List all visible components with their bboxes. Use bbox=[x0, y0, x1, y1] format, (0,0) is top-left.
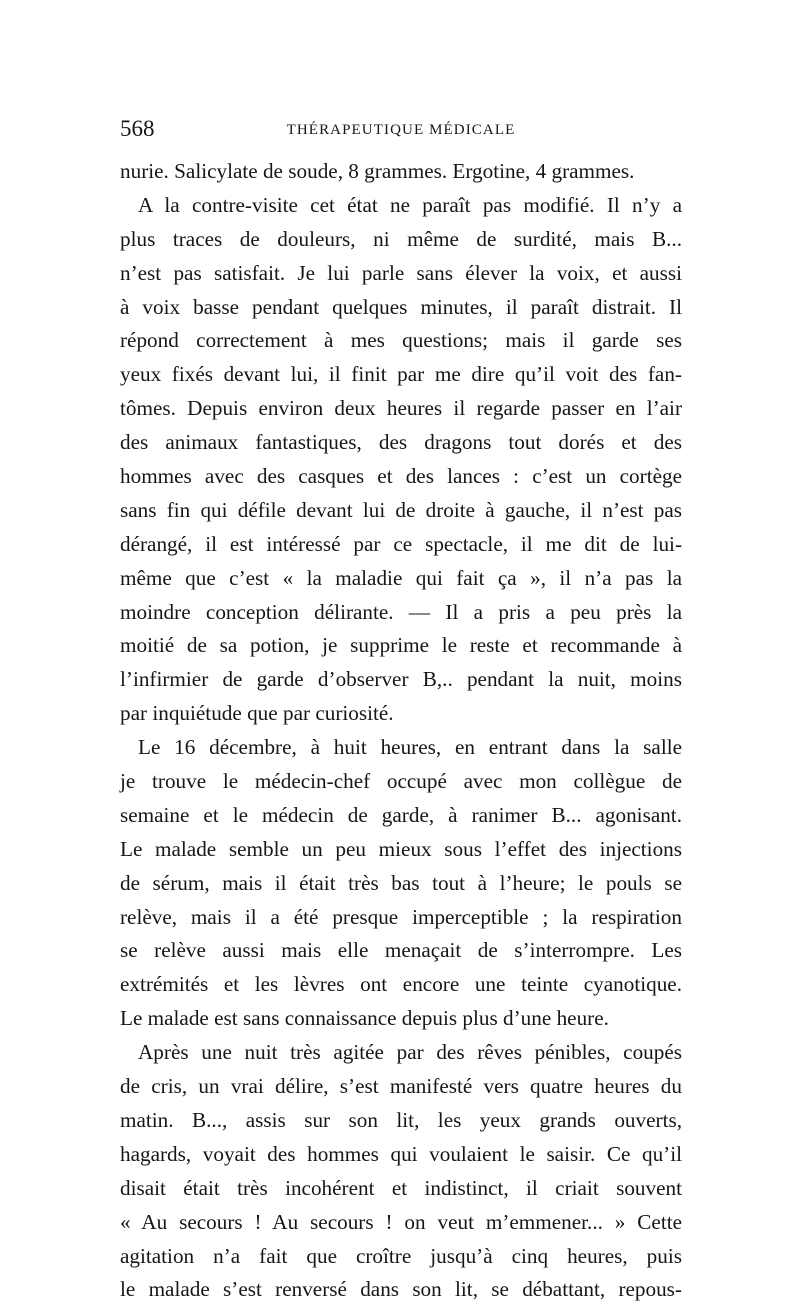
text-line: dérangé, il est intéressé par ce spectacle, il me dit de lui- bbox=[120, 531, 682, 556]
text-line: hagards, voyait des hommes qui voulaient le saisir. Ce qu’il bbox=[120, 1141, 682, 1166]
text-line: n’est pas satisfait. Je lui parle sans élever la voix, et aussi bbox=[120, 260, 682, 285]
text-line: par inquiétude que par curiosité. bbox=[120, 701, 394, 726]
text-line: même que c’est « la maladie qui fait ça », il n’a pas la bbox=[120, 565, 682, 590]
body-text bbox=[120, 155, 682, 1307]
text-line: moindre conception délirante. — Il a pris a peu près la bbox=[120, 599, 682, 624]
text-line: agitation n’a fait que croître jusqu’à cinq heures, puis bbox=[120, 1243, 682, 1268]
text-line: de cris, un vrai délire, s’est manifesté vers quatre heures du bbox=[120, 1074, 682, 1099]
text-line: moitié de sa potion, je supprime le reste et recommande à bbox=[120, 633, 682, 658]
text-line: répond correctement à mes questions; mais il garde ses bbox=[120, 328, 682, 353]
text-line: semaine et le médecin de garde, à ranimer B... agonisant. bbox=[120, 802, 682, 827]
text-line: « Au secours ! Au secours ! on veut m’emmener... » Cette bbox=[120, 1209, 682, 1234]
text-line: se relève aussi mais elle menaçait de s’interrompre. Les bbox=[120, 938, 682, 963]
text-line: hommes avec des casques et des lances : c’est un cortège bbox=[120, 464, 682, 489]
text-line: nurie. Salicylate de soude, 8 grammes. Ergotine, 4 grammes. bbox=[120, 159, 635, 183]
text-line: extrémités et les lèvres ont encore une teinte cyanotique. bbox=[120, 972, 682, 997]
text-line: matin. B..., assis sur son lit, les yeux grands ouverts, bbox=[120, 1107, 682, 1132]
page-header bbox=[120, 116, 682, 146]
text-line: relève, mais il a été presque imperceptible ; la respiration bbox=[120, 904, 682, 929]
page-number: 568 bbox=[120, 116, 155, 141]
text-line: de sérum, mais il était très bas tout à l’heure; le pouls se bbox=[120, 870, 682, 895]
text-line: Le malade est sans connaissance depuis plus d’une heure. bbox=[120, 1006, 609, 1031]
text-line: plus traces de douleurs, ni même de surdité, mais B... bbox=[120, 226, 682, 251]
text-line: Le 16 décembre, à huit heures, en entrant dans la salle bbox=[138, 735, 682, 760]
text-line: A la contre-visite cet état ne paraît pas modifié. Il n’y a bbox=[138, 192, 682, 217]
text-line: disait était très incohérent et indistinct, il criait souvent bbox=[120, 1175, 682, 1200]
text-line: à voix basse pendant quelques minutes, il paraît distrait. Il bbox=[120, 294, 682, 319]
text-line: Après une nuit très agitée par des rêves pénibles, coupés bbox=[138, 1040, 682, 1065]
text-line: Le malade semble un peu mieux sous l’effet des injections bbox=[120, 836, 682, 861]
text-line: yeux fixés devant lui, il finit par me dire qu’il voit des fan- bbox=[120, 362, 682, 387]
text-line: sans fin qui défile devant lui de droite à gauche, il n’est pas bbox=[120, 497, 682, 522]
text-line: l’infirmier de garde d’observer B,.. pendant la nuit, moins bbox=[120, 667, 682, 692]
running-title: THÉRAPEUTIQUE MÉDICALE bbox=[286, 122, 516, 138]
text-line: tômes. Depuis environ deux heures il regarde passer en l’air bbox=[120, 396, 682, 421]
text-line: des animaux fantastiques, des dragons tout dorés et des bbox=[120, 430, 682, 455]
text-line: je trouve le médecin-chef occupé avec mon collègue de bbox=[120, 769, 682, 794]
text-line: le malade s’est renversé dans son lit, se débattant, repous- bbox=[120, 1277, 682, 1302]
